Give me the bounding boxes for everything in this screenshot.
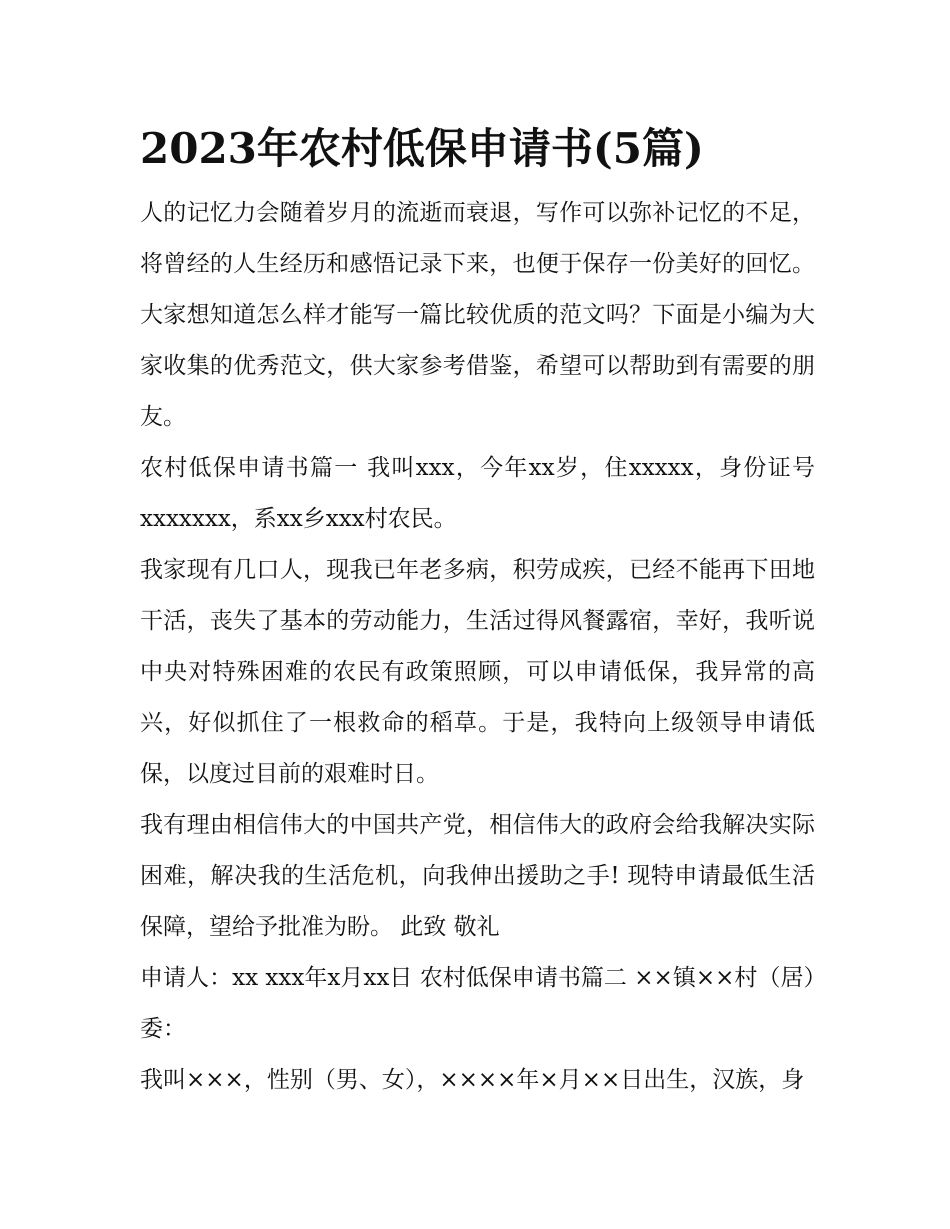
paragraph-second-letter: 我叫×××，性别（男、女），××××年×月××日出生，汉族，身 [140,1067,805,1093]
document-page [140,112,815,1106]
document-title: 2023年农村低保申请书(5篇) [140,124,704,173]
paragraph-request: 我有理由相信伟大的中国共产党，相信伟大的政府会给我解决实际困难，解决我的生活危机，向我伸出援助之手! 现特申请最低生活保障，望给予批准为盼。 此致 敬礼 [140,812,815,940]
paragraph-applicant-info: 农村低保申请书篇一 我叫xxx，今年xx岁，住xxxxx，身份证号xxxxxxx，系xx乡xxx村农民。 [140,455,815,532]
paragraph-intro: 人的记忆力会随着岁月的流逝而衰退，写作可以弥补记忆的不足，将曾经的人生经历和感悟记录下来，也便于保存一份美好的回忆。大家想知道怎么样才能写一篇比较优质的范文吗？下面是小编为大家收集的优秀范文，供大家参考借鉴，希望可以帮助到有需要的朋友。 [140,200,815,430]
paragraph-signature: 申请人：xx xxx年x月xx日 农村低保申请书篇二 ××镇××村（居）委： [140,965,815,1042]
paragraph-family-situation: 我家现有几口人，现我已年老多病，积劳成疾，已经不能再下田地干活，丧失了基本的劳动能力，生活过得风餐露宿，幸好，我听说中央对特殊困难的农民有政策照顾，可以申请低保，我异常的高兴，好似抓住了一根救命的稻草。于是，我特向上级领导申请低保，以度过目前的艰难时日。 [140,557,815,787]
